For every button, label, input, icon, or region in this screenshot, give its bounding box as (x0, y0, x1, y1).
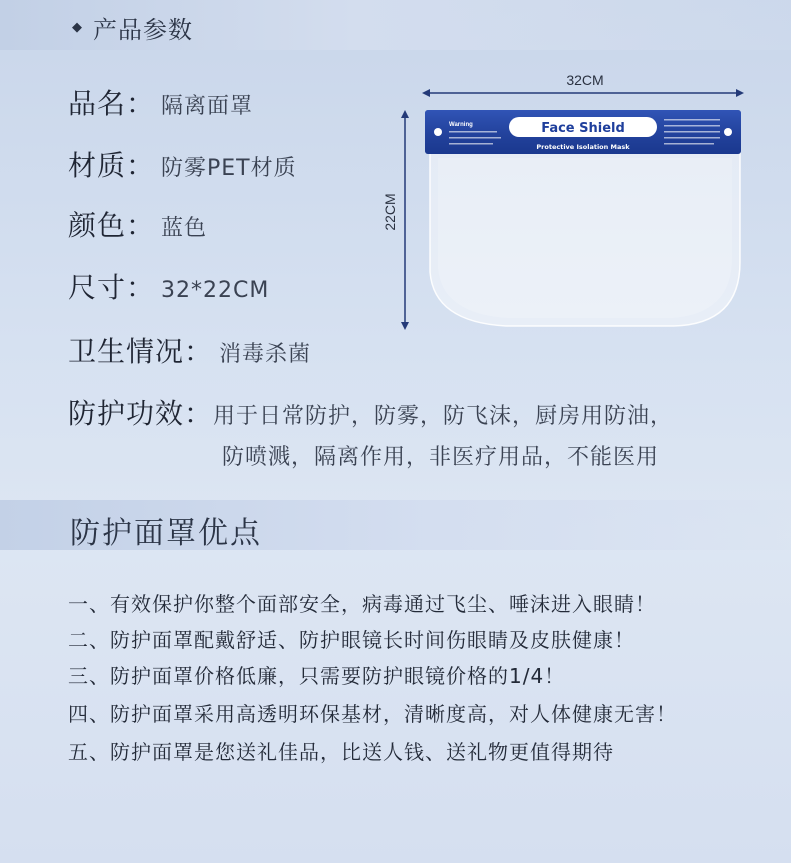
arrow-down-icon (401, 322, 409, 330)
spec-row-name (68, 82, 253, 122)
spec-label: 尺寸： (68, 271, 156, 304)
height-dimension-label: 22CM (382, 193, 398, 231)
band-subtitle: Protective Isolation Mask (536, 143, 630, 151)
spec-label: 品名： (68, 87, 156, 120)
band-fineprint (664, 143, 714, 145)
spec-value-line2: 防喷溅，隔离作用，非医疗用品，不能医用 (222, 445, 660, 470)
arrow-right-icon (736, 89, 744, 97)
band-hole-right (724, 128, 732, 136)
spec-row-material (68, 144, 297, 184)
band-fineprint (449, 137, 501, 139)
advantage-item: 五、防护面罩是您送礼佳品，比送人钱、送礼物更值得期待 (68, 740, 614, 764)
shield-visor-inner (438, 158, 732, 318)
spec-value-line1: 用于日常防护，防雾，防飞沫，厨房用防油， (213, 404, 674, 429)
spec-label: 颜色： (68, 209, 156, 242)
section-title-text: 产品参数 (93, 16, 193, 44)
spec-label: 卫生情况： (68, 335, 214, 368)
band-fineprint (664, 125, 720, 127)
width-dimension-label: 32CM (566, 72, 604, 88)
face-shield-figure (378, 62, 758, 342)
section-title-advantages: 防护面罩优点 (70, 516, 262, 551)
spec-value: 消毒杀菌 (219, 342, 312, 367)
band-fineprint (664, 137, 720, 139)
spec-value: 防雾PET材质 (161, 156, 297, 181)
spec-value: 蓝色 (161, 216, 208, 241)
spec-label: 防护功效： (68, 397, 214, 430)
spec-value: 32*22CM (161, 278, 270, 303)
section-title-params (72, 10, 193, 45)
arrow-left-icon (422, 89, 430, 97)
diamond-icon: ◆ (72, 20, 83, 35)
spec-row-hygiene (68, 330, 311, 370)
spec-row-size (68, 266, 269, 306)
arrow-up-icon (401, 110, 409, 118)
band-fineprint (449, 131, 497, 133)
band-fineprint (664, 119, 720, 121)
band-warning: Warning (449, 122, 473, 128)
spec-row-color (68, 204, 207, 244)
spec-value: 隔离面罩 (161, 94, 254, 119)
band-hole-left (434, 128, 442, 136)
advantage-item: 三、防护面罩价格低廉，只需要防护眼镜价格的1/4！ (68, 664, 566, 688)
band-fineprint (664, 131, 720, 133)
advantage-item: 一、有效保护你整个面部安全，病毒通过飞尘、唾沫进入眼睛！ (68, 592, 656, 616)
section-header-params (0, 0, 791, 50)
spec-label: 材质： (68, 149, 156, 182)
face-shield-image (378, 62, 758, 342)
band-fineprint (449, 143, 493, 145)
advantage-item: 二、防护面罩配戴舒适、防护眼镜长时间伤眼睛及皮肤健康！ (68, 628, 635, 652)
section-header-advantages (0, 500, 791, 550)
brand-text: Face Shield (541, 121, 625, 136)
advantage-item: 四、防护面罩采用高透明环保基材，清晰度高，对人体健康无害！ (68, 702, 677, 726)
spec-row-efficacy (68, 392, 673, 471)
